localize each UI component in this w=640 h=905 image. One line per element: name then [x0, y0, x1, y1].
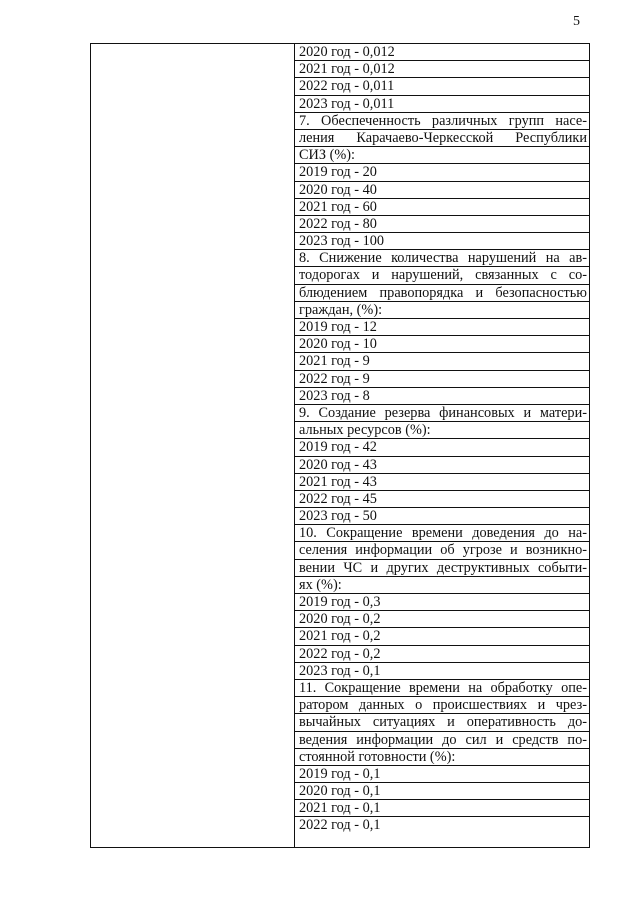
table-row: 2023 год - 0,011 [295, 96, 589, 113]
table-row: ратором данных о происшествиях и чрез- [295, 697, 589, 714]
table-row: 2020 год - 43 [295, 457, 589, 474]
table-row: 2023 год - 0,1 [295, 663, 589, 680]
table-row: 2022 год - 9 [295, 371, 589, 388]
table-row: 7. Обеспеченность различных групп насе- [295, 113, 589, 130]
table-left-column [91, 44, 295, 847]
table-row: 2022 год - 0,1 [299, 817, 381, 834]
table-row: 2020 год - 40 [295, 182, 589, 199]
table-row: 2021 год - 60 [295, 199, 589, 216]
table-row: 2022 год - 0,011 [295, 78, 589, 95]
table-row: 2021 год - 9 [295, 353, 589, 370]
table-row: 2023 год - 8 [295, 388, 589, 405]
table-row: 2021 год - 0,012 [295, 61, 589, 78]
table-row: 2019 год - 42 [295, 439, 589, 456]
table-row: 2019 год - 0,1 [295, 766, 589, 783]
table-row: ях (%): [295, 577, 589, 594]
table-row: альных ресурсов (%): [295, 422, 589, 439]
table-row: 8. Снижение количества нарушений на ав- [295, 250, 589, 267]
table-row: 2022 год - 45 [295, 491, 589, 508]
table-row: блюдением правопорядка и безопасностью [295, 285, 589, 302]
table-row: 2022 год - 80 [295, 216, 589, 233]
table-row: 2020 год - 0,012 [295, 44, 589, 61]
table-row: селения информации об угрозе и возникно- [295, 542, 589, 559]
table-row: граждан, (%): [295, 302, 589, 319]
table-row: 2019 год - 12 [295, 319, 589, 336]
table-row: 2020 год - 10 [295, 336, 589, 353]
table-row: 2021 год - 0,1 [295, 800, 589, 817]
table-row: 2023 год - 50 [295, 508, 589, 525]
table-row: 2023 год - 100 [295, 233, 589, 250]
indicators-table [90, 43, 590, 848]
table-row: вении ЧС и других деструктивных событи- [295, 560, 589, 577]
table-row: 2021 год - 43 [295, 474, 589, 491]
table-right-column [295, 44, 589, 847]
table-row: 2020 год - 0,1 [295, 783, 589, 800]
table-row: 2022 год - 0,2 [295, 646, 589, 663]
page-number: 5 [573, 14, 580, 29]
table-row: 11. Сокращение времени на обработку опе- [295, 680, 589, 697]
table-row: 2021 год - 0,2 [295, 628, 589, 645]
table-row: ления Карачаево-Черкесской Республики [295, 130, 589, 147]
table-row: стоянной готовности (%): [295, 749, 589, 766]
table-row: 2019 год - 0,3 [295, 594, 589, 611]
table-row: 2019 год - 20 [295, 164, 589, 181]
table-row: 10. Сокращение времени доведения до на- [295, 525, 589, 542]
table-row: СИЗ (%): [295, 147, 589, 164]
table-row: тодорогах и нарушений, связанных с со- [295, 267, 589, 284]
table-row: 2020 год - 0,2 [295, 611, 589, 628]
table-row: вычайных ситуациях и оперативность до- [295, 714, 589, 731]
table-row: ведения информации до сил и средств по- [295, 732, 589, 749]
table-row: 9. Создание резерва финансовых и матери- [295, 405, 589, 422]
